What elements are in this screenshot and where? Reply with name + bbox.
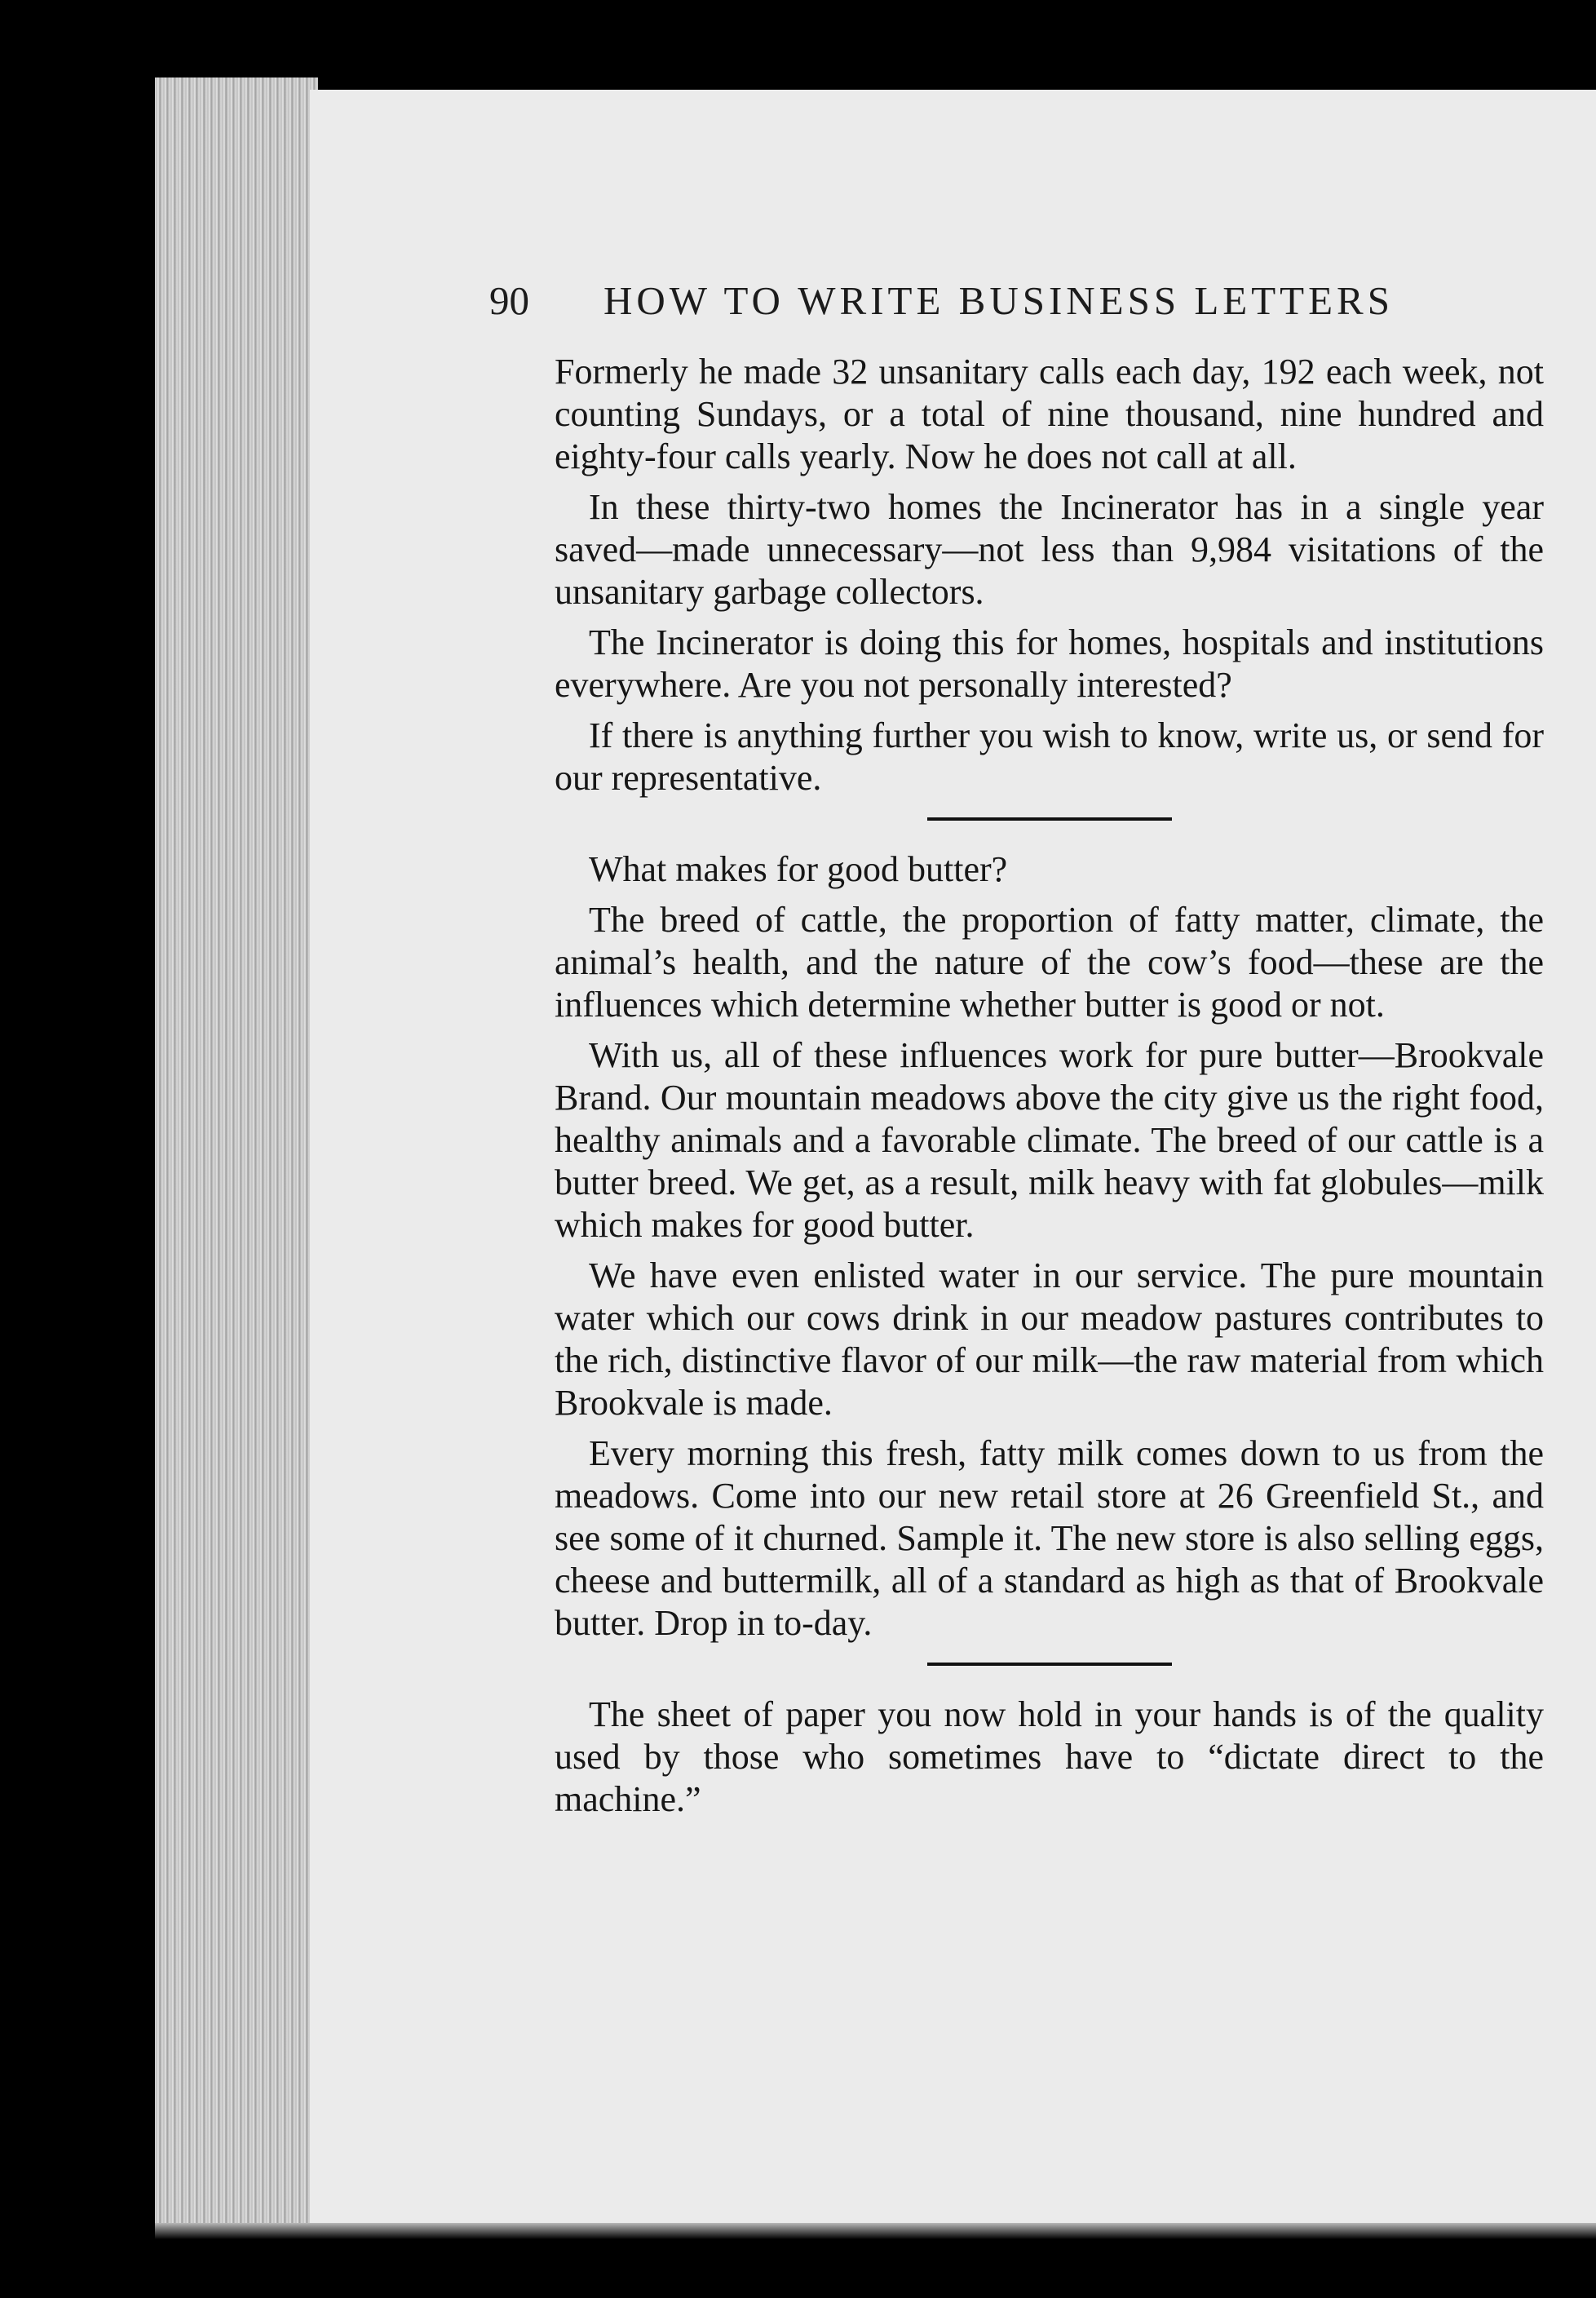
paragraph: Formerly he made 32 unsanitary calls each day, 192 each week, not counting Sundays, or a total of nine thousand, nine hundred and eighty-four calls yearly. Now he does not call at all.	[555, 352, 1544, 476]
book-page	[310, 90, 1596, 2231]
paragraph: The breed of cattle, the proportion of fatty matter, climate, the animal’s health, and the nature of the cow’s food—these are the influences which determine whether butter is good or not.	[555, 900, 1544, 1025]
page-number: 90	[489, 278, 529, 323]
book-page-edge	[155, 77, 318, 2235]
section-heading: What makes for good butter?	[589, 849, 1008, 889]
running-title: HOW TO WRITE BUSINESS LETTERS	[603, 278, 1394, 323]
paragraph: We have even enlisted water in our service. The pure mountain water which our cows drink in our meadow pastures contributes to the rich, distinctive flavor of our milk—the raw material from which Brookvale is made.	[555, 1255, 1544, 1423]
page-header	[489, 277, 1582, 324]
paragraph: In these thirty-two homes the Incinerator has in a single year saved—made unnecessary—not less than 9,984 visitations of the unsanitary garbage collectors.	[555, 487, 1544, 612]
paragraph: Every morning this fresh, fatty milk comes down to us from the meadows. Come into our new retail store at 26 Greenfield St., and see some of it churned. Sample it. The new store is also selling eggs, cheese and buttermilk, all of a standard as high as that of Brookvale butter. Drop in to-day.	[555, 1433, 1544, 1643]
paragraph: The Incinerator is doing this for homes, hospitals and institutions everywhere. Are you not personally interested?	[555, 622, 1544, 705]
page-text	[555, 351, 1544, 1829]
page-bottom-shadow	[155, 2223, 1596, 2239]
section-divider	[927, 817, 1172, 821]
paragraph: If there is anything further you wish to know, write us, or send for our representative.	[555, 715, 1544, 798]
paragraph: With us, all of these influences work for pure butter—Brookvale Brand. Our mountain meadows above the city give us the right food, healthy animals and a favorable climate. The breed of our cattle is a butter breed. We get, as a result, milk heavy with fat globules—milk which makes for good butter.	[555, 1035, 1544, 1245]
paragraph: The sheet of paper you now hold in your hands is of the quality used by those who sometimes have to “dictate direct to the machine.”	[555, 1694, 1544, 1819]
section-divider	[927, 1663, 1172, 1666]
